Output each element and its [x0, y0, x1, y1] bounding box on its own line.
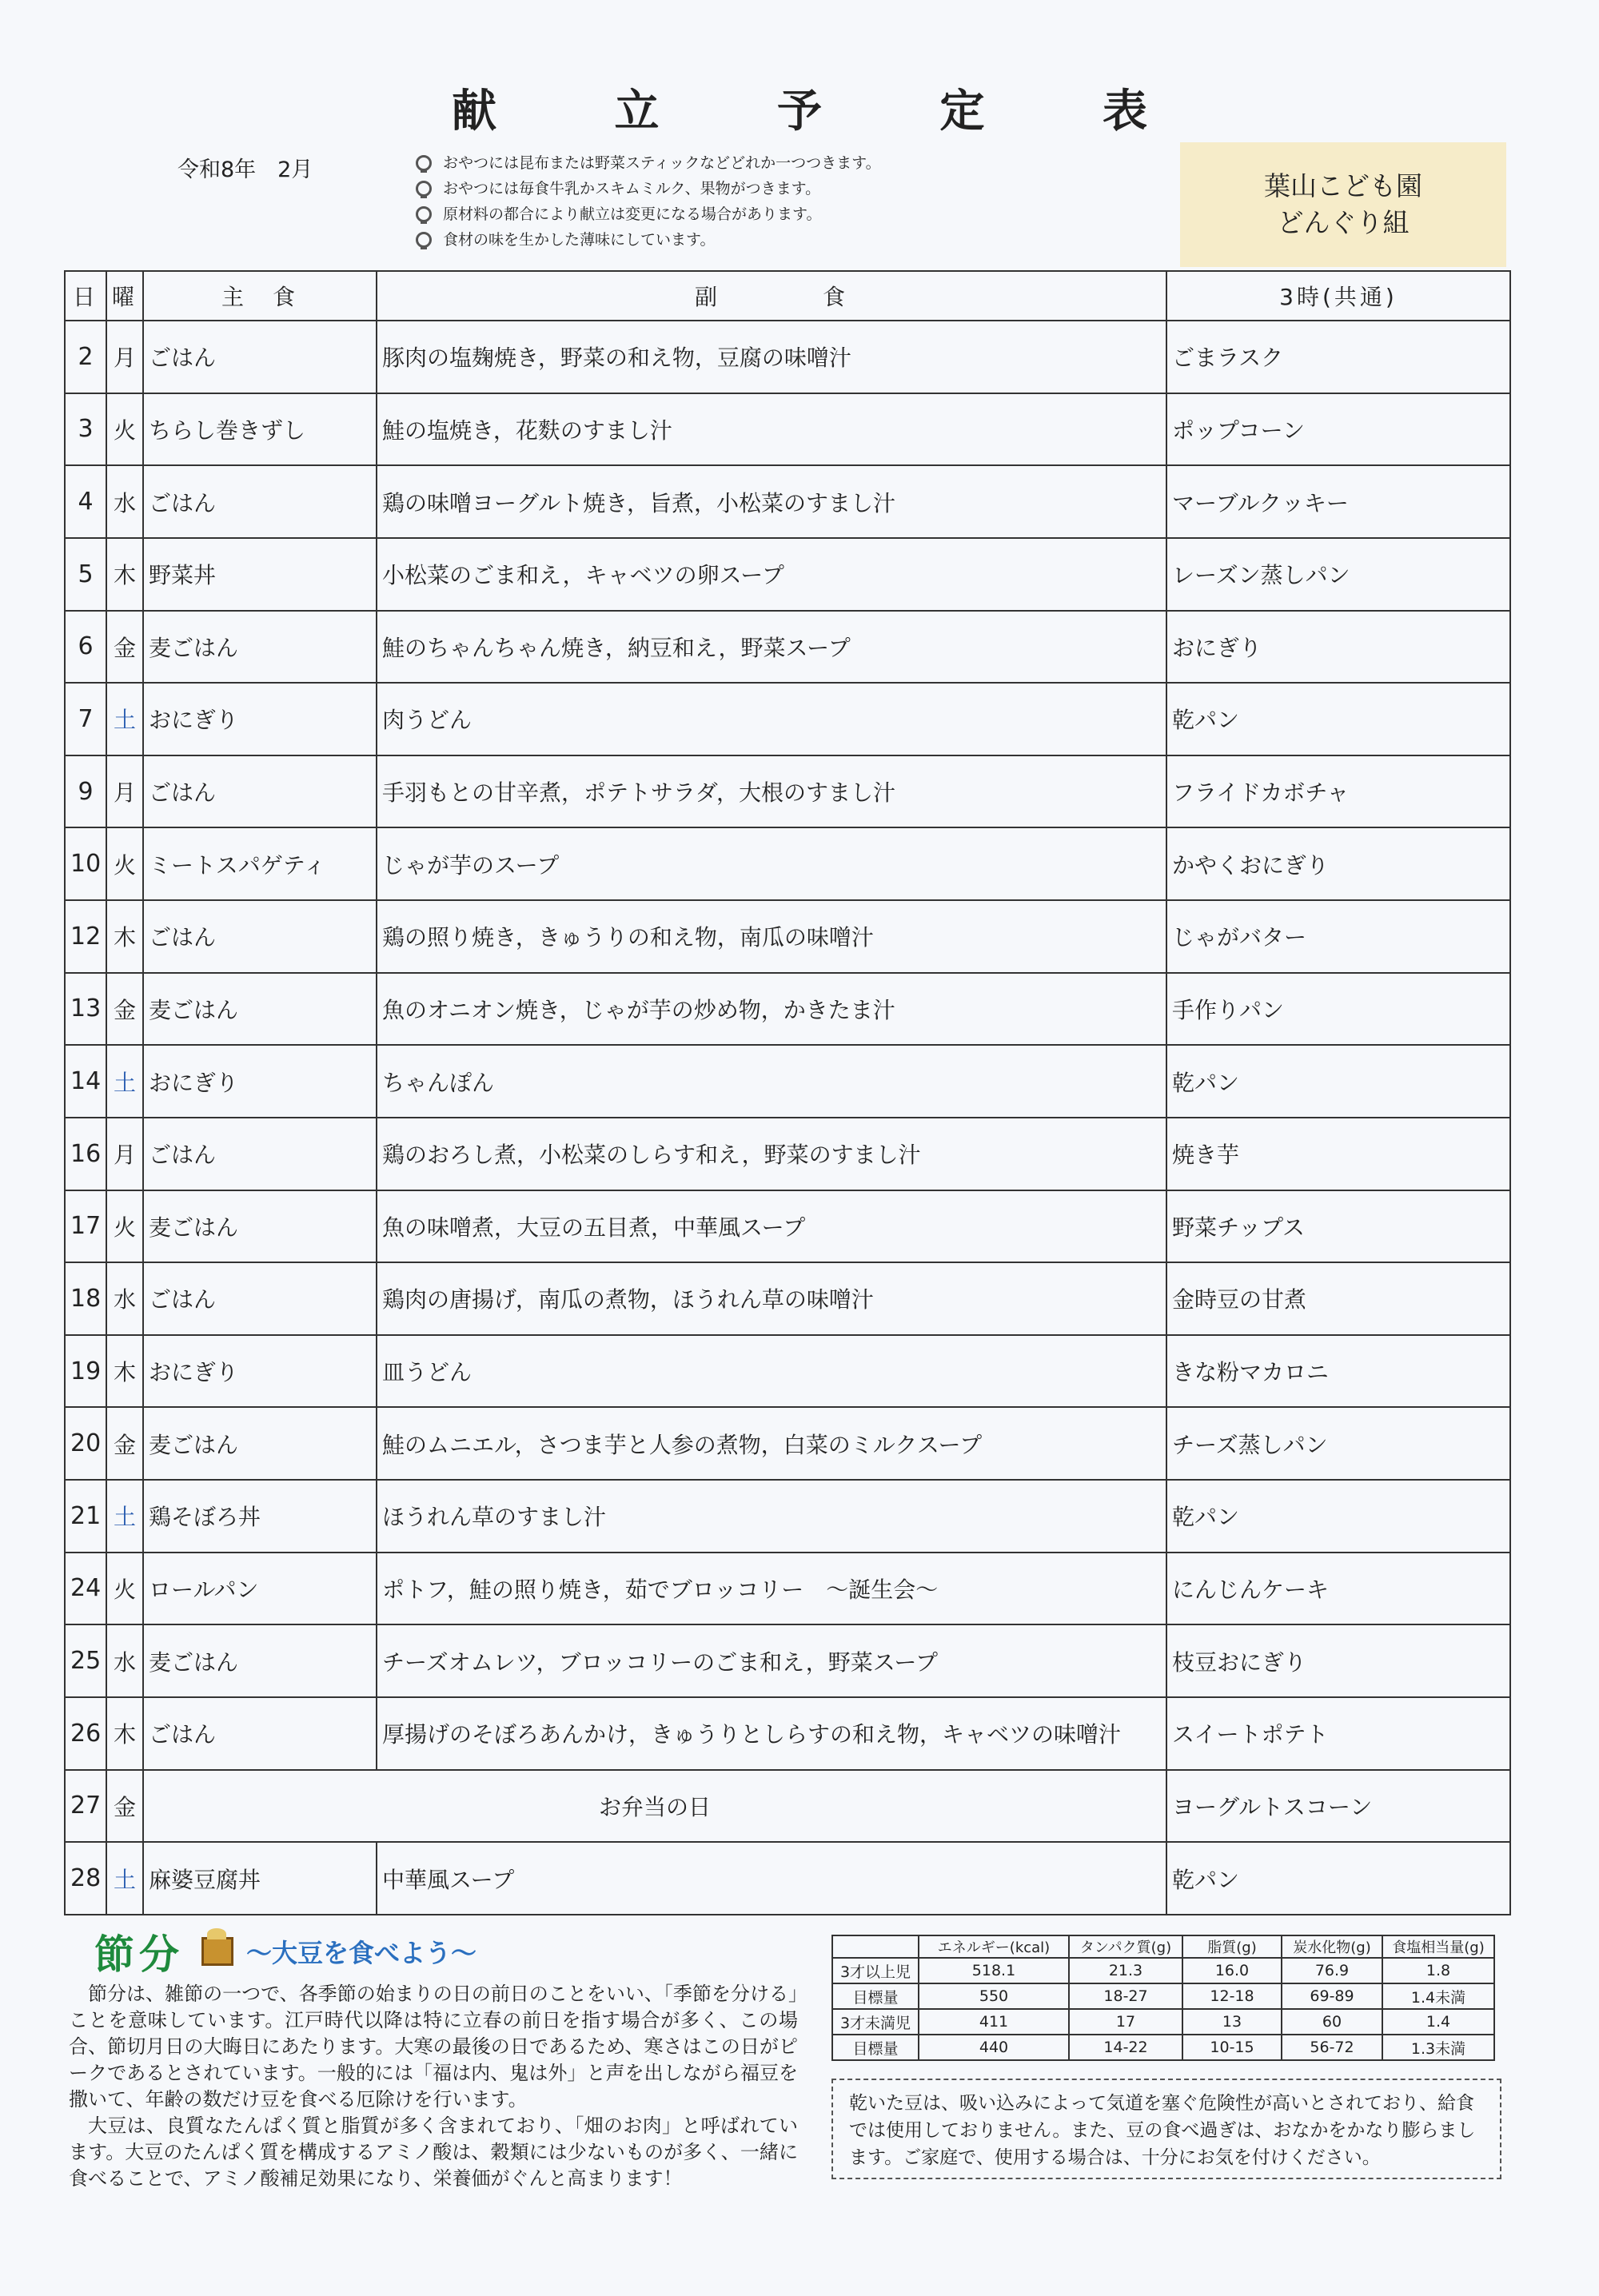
menu-row — [65, 611, 1510, 684]
header-main: 主 食 — [143, 271, 377, 321]
snack-cell: チーズ蒸しパン — [1166, 1407, 1510, 1480]
class-name: どんぐり組 — [1277, 207, 1410, 238]
day-cell: 26 — [65, 1697, 106, 1770]
snack-cell: ヨーグルトスコーン — [1166, 1770, 1510, 1843]
side-cell: 手羽もとの甘辛煮，ポテトサラダ，大根のすまし汁 — [377, 755, 1166, 828]
nutrition-cell: 16.0 — [1182, 1958, 1282, 1983]
snack-cell: 枝豆おにぎり — [1166, 1624, 1510, 1697]
nutrition-cell: 21.3 — [1069, 1958, 1182, 1983]
main-cell: おにぎり — [143, 1335, 377, 1408]
setsubun-title: 節分 — [94, 1931, 184, 1978]
header-day: 日 — [65, 271, 106, 321]
dow-cell: 土 — [106, 1480, 143, 1553]
dow-cell: 火 — [106, 1190, 143, 1263]
side-cell: ちゃんぽん — [377, 1045, 1166, 1118]
side-cell: 魚のオニオン焼き，じゃが芋の炒め物，かきたま汁 — [377, 973, 1166, 1046]
main-cell: 麦ごはん — [143, 1624, 377, 1697]
main-cell: ちらし巻きずし — [143, 393, 377, 466]
header-side: 副 食 — [377, 271, 1166, 321]
note-item: おやつには毎食牛乳かスキムミルク、果物がつきます。 — [416, 176, 881, 201]
nutrition-cell: 60 — [1282, 2009, 1382, 2035]
menu-row — [65, 1697, 1510, 1770]
day-cell: 24 — [65, 1553, 106, 1625]
side-cell: ポトフ，鮭の照り焼き，茹でブロッコリー ～誕生会～ — [377, 1553, 1166, 1625]
nutrition-cell: 13 — [1182, 2009, 1282, 2035]
menu-row — [65, 1262, 1510, 1335]
nutrition-row — [832, 1983, 1494, 2009]
nutrition-cell: 1.8 — [1382, 1958, 1494, 1983]
main-cell: おにぎり — [143, 1045, 377, 1118]
menu-row — [65, 755, 1510, 828]
side-cell: チーズオムレツ，ブロッコリーのごま和え，野菜スープ — [377, 1624, 1166, 1697]
nutrition-header: 食塩相当量(g) — [1382, 1935, 1494, 1958]
dow-cell: 木 — [106, 1697, 143, 1770]
side-cell: 鶏の味噌ヨーグルト焼き，旨煮，小松菜のすまし汁 — [377, 465, 1166, 538]
nutrition-cell: 69-89 — [1282, 1983, 1382, 2009]
side-cell: 鶏のおろし煮，小松菜のしらす和え，野菜のすまし汁 — [377, 1118, 1166, 1190]
menu-row — [65, 1480, 1510, 1553]
side-cell: 鮭のちゃんちゃん焼き，納豆和え，野菜スープ — [377, 611, 1166, 684]
nutrition-cell: 76.9 — [1282, 1958, 1382, 1983]
side-cell: 肉うどん — [377, 683, 1166, 755]
day-cell: 4 — [65, 465, 106, 538]
nutrition-cell: 1.4未満 — [1382, 1983, 1494, 2009]
page-title: 献 立 予 定 表 — [452, 86, 1198, 138]
main-cell: ごはん — [143, 1697, 377, 1770]
setsubun-article — [69, 1981, 798, 2192]
menu-row — [65, 1045, 1510, 1118]
menu-row — [65, 1624, 1510, 1697]
snack-cell: 乾パン — [1166, 683, 1510, 755]
notes-list — [416, 150, 881, 253]
school-label — [1180, 142, 1506, 267]
dow-cell: 水 — [106, 1624, 143, 1697]
nutrition-cell: 550 — [919, 1983, 1069, 2009]
menu-row — [65, 973, 1510, 1046]
dow-cell: 金 — [106, 1407, 143, 1480]
menu-row — [65, 683, 1510, 755]
menu-row — [65, 393, 1510, 466]
day-cell: 3 — [65, 393, 106, 466]
side-cell: 豚肉の塩麹焼き，野菜の和え物，豆腐の味噌汁 — [377, 321, 1166, 393]
nutrition-cell: 56-72 — [1282, 2035, 1382, 2060]
nutrition-cell: 14-22 — [1069, 2035, 1182, 2060]
main-cell: ごはん — [143, 755, 377, 828]
main-cell: 麦ごはん — [143, 1190, 377, 1263]
dow-cell: 月 — [106, 755, 143, 828]
menu-body — [65, 321, 1510, 1915]
menu-row — [65, 1118, 1510, 1190]
header-snack: 3時(共通) — [1166, 271, 1510, 321]
snack-cell: きな粉マカロニ — [1166, 1335, 1510, 1408]
nutrition-cell: 18-27 — [1069, 1983, 1182, 2009]
nutrition-cell: 1.3未満 — [1382, 2035, 1494, 2060]
snack-cell: ごまラスク — [1166, 321, 1510, 393]
note-item: 食材の味を生かした薄味にしています。 — [416, 227, 881, 253]
article-paragraph: 節分は、雑節の一つで、各季節の始まりの日の前日のことをいい、「季節を分ける」ことを意味しています。江戸時代以降は特に立春の前日を指す場合が多く、この場合、節切月日の大晦日にあたります。大寒の最後の日であるため、寒さはこの日がピークであるとされています。一般的には「福は内、鬼は外」と声を出しながら福豆を撒いて、年齢の数だけ豆を食べる厄除けを行います。 — [69, 1983, 798, 2111]
nutrition-header: エネルギー(kcal) — [919, 1935, 1069, 1958]
dow-cell: 木 — [106, 538, 143, 611]
nutrition-header: 脂質(g) — [1182, 1935, 1282, 1958]
menu-header-row — [65, 271, 1510, 321]
dow-cell: 木 — [106, 1335, 143, 1408]
nutrition-row — [832, 2035, 1494, 2060]
nutrition-cell: 17 — [1069, 2009, 1182, 2035]
side-cell: 鶏の照り焼き，きゅうりの和え物，南瓜の味噌汁 — [377, 900, 1166, 973]
side-cell: 皿うどん — [377, 1335, 1166, 1408]
main-cell: ごはん — [143, 900, 377, 973]
main-cell: 野菜丼 — [143, 538, 377, 611]
nutrition-cell: 12-18 — [1182, 1983, 1282, 2009]
day-cell: 14 — [65, 1045, 106, 1118]
snack-cell: 乾パン — [1166, 1045, 1510, 1118]
dow-cell: 火 — [106, 1553, 143, 1625]
nutrition-header — [832, 1935, 919, 1958]
lightbulb-icon — [416, 181, 432, 197]
day-cell: 12 — [65, 900, 106, 973]
day-cell: 7 — [65, 683, 106, 755]
day-cell: 18 — [65, 1262, 106, 1335]
last-row — [65, 1842, 1510, 1915]
menu-row — [65, 1407, 1510, 1480]
setsubun-subtitle: ～大豆を食べよう～ — [246, 1938, 477, 1968]
dow-cell: 土 — [106, 1045, 143, 1118]
nutrition-header: 炭水化物(g) — [1282, 1935, 1382, 1958]
day-cell: 16 — [65, 1118, 106, 1190]
main-cell: 麻婆豆腐丼 — [143, 1842, 377, 1915]
main-cell: 麦ごはん — [143, 1407, 377, 1480]
nutrition-cell: 518.1 — [919, 1958, 1069, 1983]
nutrition-table — [831, 1935, 1495, 2061]
nutrition-header-row — [832, 1935, 1494, 1958]
dow-cell: 水 — [106, 1262, 143, 1335]
main-cell: ごはん — [143, 1262, 377, 1335]
school-name: 葉山こども園 — [1264, 170, 1422, 201]
setsubun-heading — [94, 1923, 477, 1980]
nutrition-row — [832, 2009, 1494, 2035]
day-cell: 5 — [65, 538, 106, 611]
bento-row — [65, 1770, 1510, 1843]
menu-row — [65, 538, 1510, 611]
day-cell: 20 — [65, 1407, 106, 1480]
dow-cell: 火 — [106, 393, 143, 466]
snack-cell: おにぎり — [1166, 611, 1510, 684]
snack-cell: フライドカボチャ — [1166, 755, 1510, 828]
main-cell: ロールパン — [143, 1553, 377, 1625]
dow-cell: 土 — [106, 683, 143, 755]
dow-cell: 月 — [106, 321, 143, 393]
nutrition-cell: 3才以上児 — [832, 1958, 919, 1983]
nutrition-cell: 3才未満児 — [832, 2009, 919, 2035]
menu-table — [64, 270, 1511, 1915]
day-cell: 17 — [65, 1190, 106, 1263]
snack-cell: 金時豆の甘煮 — [1166, 1262, 1510, 1335]
dow-cell: 金 — [106, 1770, 143, 1843]
note-item: おやつには昆布または野菜スティックなどどれか一つつきます。 — [416, 150, 881, 176]
bento-label: お弁当の日 — [143, 1770, 1166, 1843]
main-cell: 麦ごはん — [143, 973, 377, 1046]
side-cell: 鮭のムニエル，さつま芋と人参の煮物，白菜のミルクスープ — [377, 1407, 1166, 1480]
main-cell: ごはん — [143, 321, 377, 393]
snack-cell: じゃがバター — [1166, 900, 1510, 973]
nutrition-cell: 411 — [919, 2009, 1069, 2035]
nutrition-row — [832, 1958, 1494, 1983]
main-cell: ミートスパゲティ — [143, 827, 377, 900]
bean-warning: 乾いた豆は、吸い込みによって気道を塞ぐ危険性が高いとされており、給食では使用しておりません。また、豆の食べ過ぎは、おなかをかなり膨らまします。ご家庭で、使用する場合は、十分にお気を付けください。 — [831, 2079, 1501, 2179]
snack-cell: かやくおにぎり — [1166, 827, 1510, 900]
nutrition-cell: 1.4 — [1382, 2009, 1494, 2035]
day-cell: 27 — [65, 1770, 106, 1843]
snack-cell: 野菜チップス — [1166, 1190, 1510, 1263]
day-cell: 10 — [65, 827, 106, 900]
day-cell: 25 — [65, 1624, 106, 1697]
dow-cell: 木 — [106, 900, 143, 973]
nutrition-cell: 440 — [919, 2035, 1069, 2060]
side-cell: 中華風スープ — [377, 1842, 1166, 1915]
header-dow: 曜 — [106, 271, 143, 321]
main-cell: 鶏そぼろ丼 — [143, 1480, 377, 1553]
dow-cell: 月 — [106, 1118, 143, 1190]
day-cell: 28 — [65, 1842, 106, 1915]
menu-row — [65, 900, 1510, 973]
day-cell: 2 — [65, 321, 106, 393]
dow-cell: 金 — [106, 973, 143, 1046]
snack-cell: スイートポテト — [1166, 1697, 1510, 1770]
side-cell: 厚揚げのそぼろあんかけ，きゅうりとしらすの和え物，キャベツの味噌汁 — [377, 1697, 1166, 1770]
snack-cell: 乾パン — [1166, 1480, 1510, 1553]
main-cell: おにぎり — [143, 683, 377, 755]
side-cell: じゃが芋のスープ — [377, 827, 1166, 900]
menu-row — [65, 1553, 1510, 1625]
snack-cell: ポップコーン — [1166, 393, 1510, 466]
main-cell: ごはん — [143, 1118, 377, 1190]
side-cell: 魚の味噌煮，大豆の五目煮，中華風スープ — [377, 1190, 1166, 1263]
snack-cell: レーズン蒸しパン — [1166, 538, 1510, 611]
note-item: 原材料の都合により献立は変更になる場合があります。 — [416, 201, 881, 227]
side-cell: 鮭の塩焼き，花麩のすまし汁 — [377, 393, 1166, 466]
lightbulb-icon — [416, 232, 432, 248]
nutrition-header: タンパク質(g) — [1069, 1935, 1182, 1958]
day-cell: 21 — [65, 1480, 106, 1553]
menu-row — [65, 1190, 1510, 1263]
side-cell: 小松菜のごま和え，キャベツの卵スープ — [377, 538, 1166, 611]
main-cell: ごはん — [143, 465, 377, 538]
snack-cell: にんじんケーキ — [1166, 1553, 1510, 1625]
article-paragraph: 大豆は、良質なたんぱく質と脂質が多く含まれており、「畑のお肉」と呼ばれています。大豆のたんぱく質を構成するアミノ酸は、穀類には少ないものが多く、一緒に食べることで、アミノ酸補足効果になり、栄養価がぐんと高まります！ — [69, 2115, 798, 2190]
nutrition-cell: 目標量 — [832, 2035, 919, 2060]
menu-row — [65, 827, 1510, 900]
side-cell: 鶏肉の唐揚げ，南瓜の煮物，ほうれん草の味噌汁 — [377, 1262, 1166, 1335]
main-cell: 麦ごはん — [143, 611, 377, 684]
snack-cell: 乾パン — [1166, 1842, 1510, 1915]
dow-cell: 火 — [106, 827, 143, 900]
menu-row — [65, 321, 1510, 393]
snack-cell: マーブルクッキー — [1166, 465, 1510, 538]
bean-box-icon — [201, 1937, 233, 1966]
lightbulb-icon — [416, 155, 432, 171]
day-cell: 19 — [65, 1335, 106, 1408]
dow-cell: 水 — [106, 465, 143, 538]
menu-row — [65, 465, 1510, 538]
menu-row — [65, 1335, 1510, 1408]
snack-cell: 焼き芋 — [1166, 1118, 1510, 1190]
dow-cell: 金 — [106, 611, 143, 684]
nutrition-cell: 目標量 — [832, 1983, 919, 2009]
nutrition-cell: 10-15 — [1182, 2035, 1282, 2060]
lightbulb-icon — [416, 206, 432, 222]
dow-cell: 土 — [106, 1842, 143, 1915]
day-cell: 6 — [65, 611, 106, 684]
month-label: 令和8年 2月 — [177, 157, 313, 182]
day-cell: 9 — [65, 755, 106, 828]
side-cell: ほうれん草のすまし汁 — [377, 1480, 1166, 1553]
day-cell: 13 — [65, 973, 106, 1046]
snack-cell: 手作りパン — [1166, 973, 1510, 1046]
